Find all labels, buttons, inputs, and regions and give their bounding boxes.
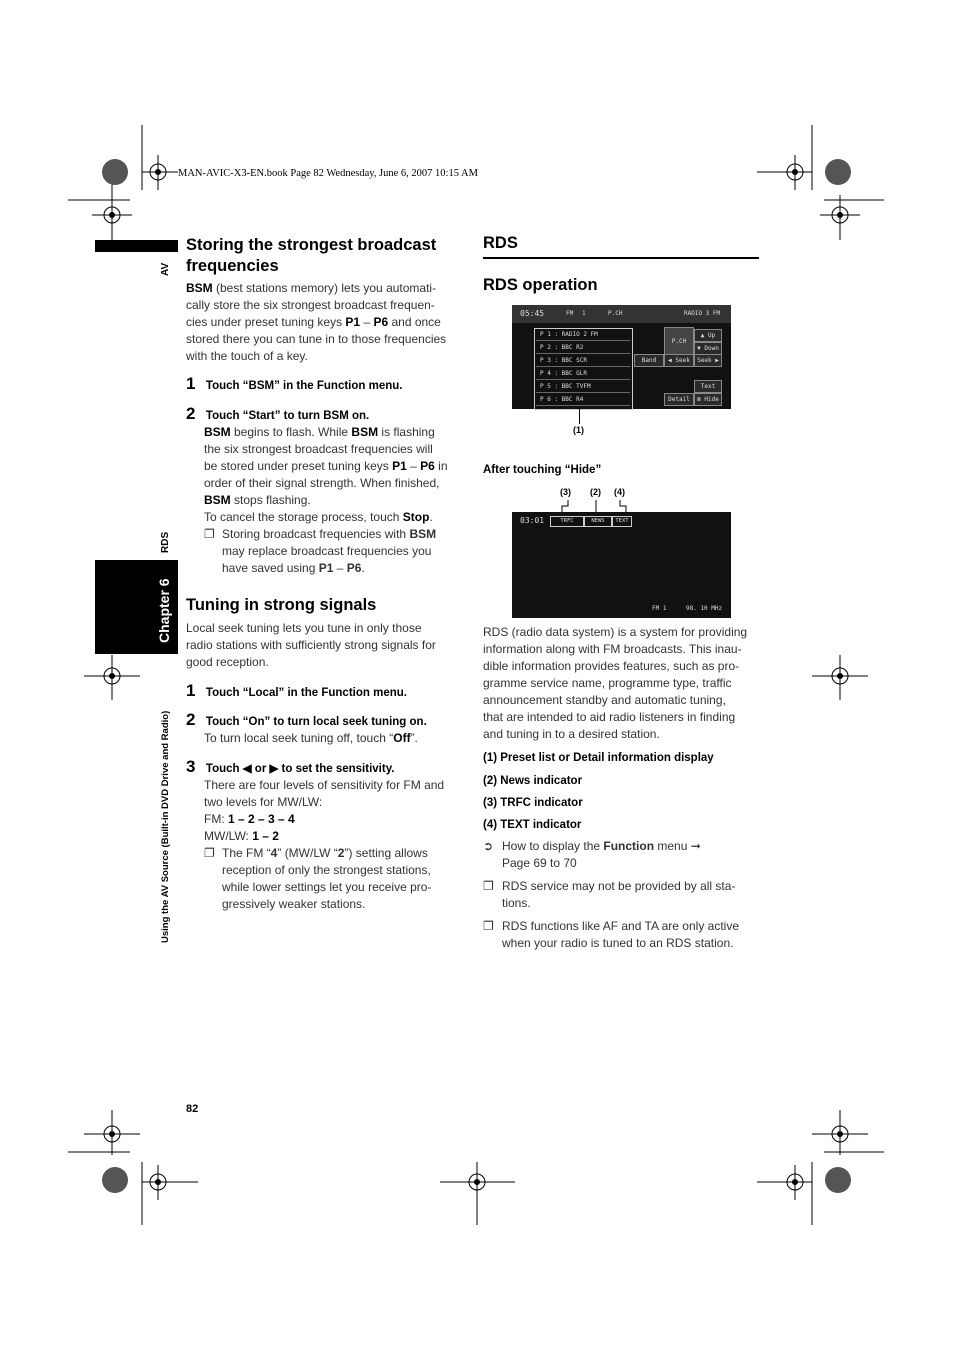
item-2: (2) News indicator xyxy=(483,775,583,787)
preset-row[interactable]: P 2 : BBC R2 xyxy=(536,342,630,354)
seek-right-button[interactable]: Seek ▶ xyxy=(694,354,722,367)
callout-3-label: (3) xyxy=(560,487,571,497)
page-number: 82 xyxy=(186,1103,199,1115)
band-display: FM xyxy=(566,310,574,317)
preset-row[interactable]: P 5 : BBC TVFM xyxy=(536,381,630,393)
heading-storing-line2: frequencies xyxy=(186,257,279,275)
tuning-step-3-body: There are four levels of sensitivity for FM and two levels for MW/LW: FM: 1 – 2 – 3 – 4 MW/LW: 1 – 2 xyxy=(204,778,445,843)
section-tab-bar xyxy=(95,240,178,252)
rds-description: RDS (radio data system) is a system for providing information along with FM broadcasts. This inau- dible information provides features, such as pro- gramme service name, programme type, traffic announcement standby and automatic tuning, that are intended to aid radio listeners in finding and tuning in to a desired station. xyxy=(483,625,748,741)
item-4: (4) TEXT indicator xyxy=(483,819,582,831)
band-display: FM 1 xyxy=(652,605,667,612)
step-2-body: BSM begins to flash. While BSM is flashing the six strongest broadcast frequencies will be stored under preset tuning keys P1 – P6 in order of their signal strength. When finished, BSM stops flashing. To cancel the storage process, touch Stop. xyxy=(204,425,448,524)
detail-button[interactable]: Detail xyxy=(664,393,694,406)
callout-1-label: (1) xyxy=(573,425,584,435)
note-rds-functions: ❐ RDS functions like AF and TA are only active when your radio is tuned to an RDS station. xyxy=(483,919,740,950)
trfc-indicator: TRFC xyxy=(550,516,584,527)
up-button[interactable]: ▲ Up xyxy=(694,329,722,342)
heading-rds-rule xyxy=(483,257,759,259)
rds-screen-hidden xyxy=(512,512,731,618)
note-sensitivity: ❐ The FM “4” (MW/LW “2”) setting allows reception of only the strongest stations, while lower settings let you receive pro- gressively weaker stations. xyxy=(204,846,432,911)
preset-row[interactable]: P 6 : BBC R4 xyxy=(536,394,630,406)
box-bullet-icon: ❐ xyxy=(204,527,215,541)
heading-tuning: Tuning in strong signals xyxy=(186,596,377,614)
clock-display: 03:01 xyxy=(520,516,545,525)
text-button[interactable]: Text xyxy=(694,380,722,393)
down-button[interactable]: ▼ Down xyxy=(694,342,722,355)
reference-arrow-icon: ➲ xyxy=(483,839,494,853)
preset-row[interactable]: P 4 : BBC GLR xyxy=(536,368,630,380)
station-name-display: RADIO 3 FM xyxy=(684,310,721,317)
step-2: 2 Touch “Start” to turn BSM on. xyxy=(186,404,370,423)
tuning-step-2-body: To turn local seek tuning off, touch “Off”. xyxy=(204,731,418,745)
heading-storing-line1: Storing the strongest broadcast xyxy=(186,236,437,254)
section-vertical-title: Using the AV Source (Built-in DVD Drive and Radio) xyxy=(160,710,171,943)
tuning-step-1: 1 Touch “Local” in the Function menu. xyxy=(186,681,407,700)
note-bsm-overwrite: ❐ Storing broadcast frequencies with BSM may replace broadcast frequencies you have saved using P1 – P6. xyxy=(204,527,437,575)
side-rds-label: RDS xyxy=(160,531,171,553)
callout-1-line xyxy=(579,408,580,424)
pch-button[interactable]: P.CH xyxy=(664,327,694,357)
item-3: (3) TRFC indicator xyxy=(483,797,583,809)
heading-rds: RDS xyxy=(483,234,518,252)
callout-2-label: (2) xyxy=(590,487,601,497)
preset-row[interactable]: P 3 : BBC SCR xyxy=(536,355,630,367)
box-bullet-icon: ❐ xyxy=(483,919,494,933)
heading-rds-operation: RDS operation xyxy=(483,276,598,294)
band-number-display: 1 xyxy=(582,310,586,317)
seek-left-button[interactable]: ◀ Seek xyxy=(664,354,694,367)
side-av-label: AV xyxy=(160,262,171,276)
callout-4-label: (4) xyxy=(614,487,625,497)
box-bullet-icon: ❐ xyxy=(483,879,494,893)
after-hide-caption: After touching “Hide” xyxy=(483,464,602,476)
pch-display: P.CH xyxy=(608,310,623,317)
tuning-step-2: 2 Touch “On” to turn local seek tuning on. xyxy=(186,710,427,729)
chapter-label: Chapter 6 xyxy=(156,578,172,643)
step-1: 1 Touch “BSM” in the Function menu. xyxy=(186,374,403,393)
reference-function-menu: ➲ How to display the Function menu ➞ Page 69 to 70 xyxy=(483,839,701,870)
text-indicator: TEXT xyxy=(612,516,632,527)
note-rds-service: ❐ RDS service may not be provided by all sta- tions. xyxy=(483,879,736,910)
book-header: MAN-AVIC-X3-EN.book Page 82 Wednesday, June 6, 2007 10:15 AM xyxy=(178,168,478,179)
hide-button[interactable]: ⊠ Hide xyxy=(694,393,722,406)
heading-storing xyxy=(186,235,436,277)
tuning-paragraph: Local seek tuning lets you tune in only those radio stations with sufficiently strong signals for good reception. xyxy=(186,621,436,669)
preset-row[interactable]: P 1 : RADIO 2 FM xyxy=(536,329,630,341)
item-1: (1) Preset list or Detail information display xyxy=(483,752,714,764)
bsm-paragraph: BSM (best stations memory) lets you automati- cally store the six strongest broadcast frequen- cies under preset tuning keys P1 – P6 and once stored there you can tune in to those frequencies with the touch of a key. xyxy=(186,281,447,363)
band-button[interactable]: Band xyxy=(634,354,664,367)
frequency-display: 98. 10 MHz xyxy=(686,605,723,612)
clock-display: 05:45 xyxy=(520,309,545,318)
news-indicator: NEWS xyxy=(584,516,612,527)
box-bullet-icon: ❐ xyxy=(204,846,215,860)
rds-screen-preset-list xyxy=(512,305,731,409)
tuning-step-3: 3 Touch ◀ or ▶ to set the sensitivity. xyxy=(186,757,395,776)
